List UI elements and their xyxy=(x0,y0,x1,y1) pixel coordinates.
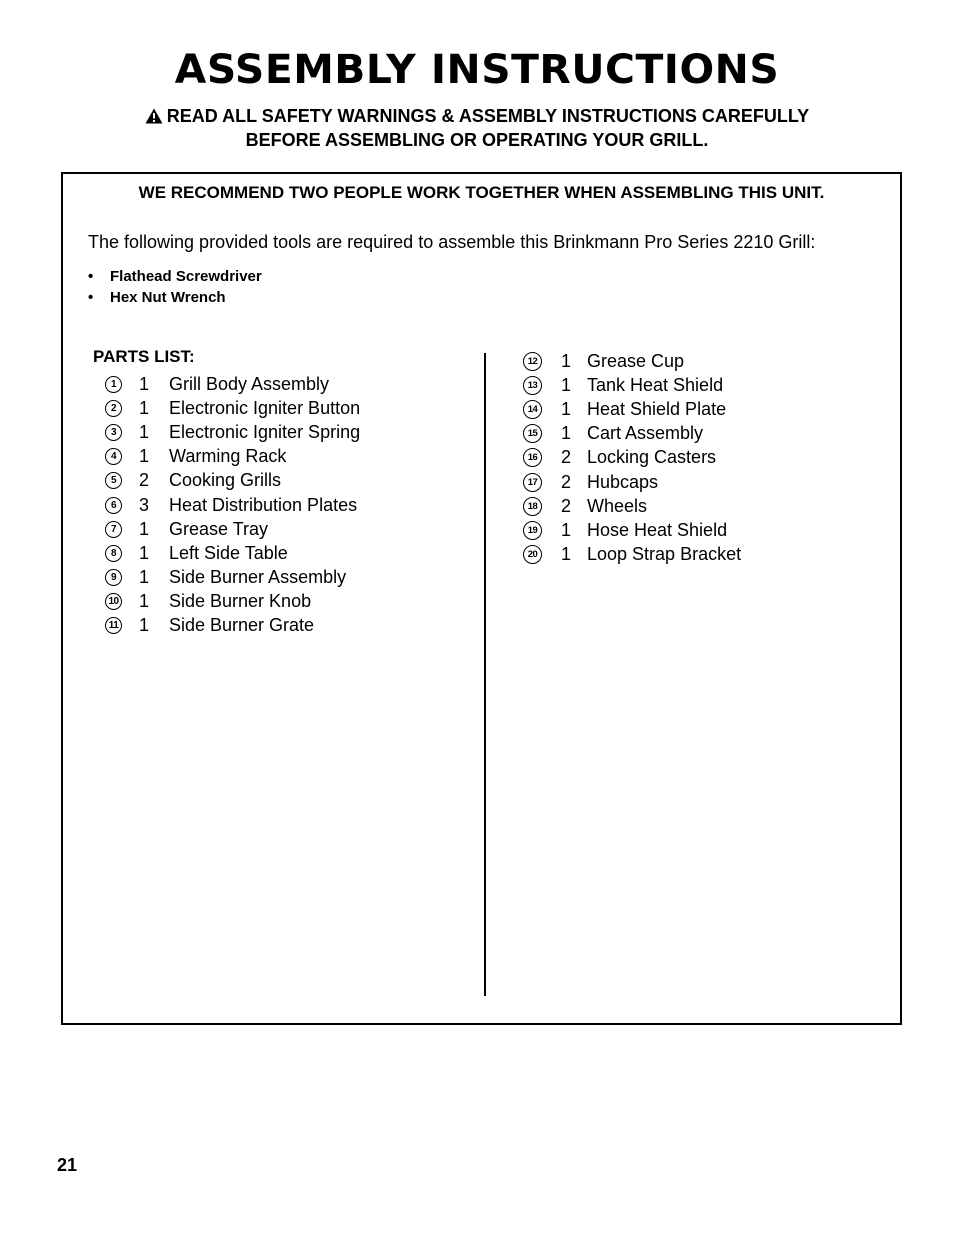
recommendation-text: WE RECOMMEND TWO PEOPLE WORK TOGETHER WHEN ASSEMBLING THIS UNIT. xyxy=(138,183,825,202)
part-name: Electronic Igniter Spring xyxy=(169,421,361,442)
part-quantity: 1 xyxy=(561,519,572,540)
part-row xyxy=(105,517,360,541)
part-number-badge: 15 xyxy=(523,424,542,443)
part-number-badge: 20 xyxy=(523,545,542,564)
part-row xyxy=(523,349,741,373)
page-title: ASSEMBLY INSTRUCTIONS xyxy=(174,47,780,93)
warning-line-1: READ ALL SAFETY WARNINGS & ASSEMBLY INSTRUCTIONS CAREFULLY xyxy=(166,106,810,126)
part-name: Heat Shield Plate xyxy=(587,398,727,419)
part-name: Tank Heat Shield xyxy=(587,374,724,395)
part-row xyxy=(105,420,360,444)
part-row xyxy=(105,372,360,396)
part-name: Side Burner Grate xyxy=(169,615,315,636)
part-row xyxy=(523,373,741,397)
safety-warning xyxy=(0,105,954,151)
tool-item: • Flathead Screwdriver xyxy=(88,266,262,287)
part-row xyxy=(523,422,741,446)
part-name: Hose Heat Shield xyxy=(587,519,728,540)
part-quantity: 1 xyxy=(139,373,150,394)
part-number-badge: 14 xyxy=(523,400,542,419)
part-number-badge: 5 xyxy=(105,472,122,489)
part-quantity: 1 xyxy=(561,544,572,565)
part-quantity: 2 xyxy=(561,471,572,492)
part-quantity: 1 xyxy=(561,350,572,371)
part-quantity: 1 xyxy=(561,398,572,419)
part-number-badge: 13 xyxy=(523,376,542,395)
part-quantity: 1 xyxy=(139,518,150,539)
part-quantity: 1 xyxy=(139,446,150,467)
part-row xyxy=(105,493,360,517)
part-name: Grease Tray xyxy=(169,518,269,539)
part-quantity: 1 xyxy=(139,615,150,636)
part-quantity: 1 xyxy=(561,423,572,444)
part-number-badge: 1 xyxy=(105,376,122,393)
warning-line-2: BEFORE ASSEMBLING OR OPERATING YOUR GRILL. xyxy=(245,130,709,150)
part-name: Left Side Table xyxy=(169,542,288,563)
part-name: Electronic Igniter Button xyxy=(169,397,361,418)
tools-list xyxy=(88,266,262,308)
parts-list-heading: PARTS LIST: xyxy=(93,347,195,366)
part-name: Cooking Grills xyxy=(169,470,282,491)
part-row xyxy=(105,590,360,614)
part-row xyxy=(105,614,360,638)
part-row xyxy=(105,566,360,590)
part-name: Hubcaps xyxy=(587,471,659,492)
part-number-badge: 9 xyxy=(105,569,122,586)
part-name: Warming Rack xyxy=(169,446,287,467)
part-row xyxy=(523,543,741,567)
column-divider xyxy=(484,353,486,996)
part-number-badge: 12 xyxy=(523,352,542,371)
part-quantity: 1 xyxy=(139,567,150,588)
part-number-badge: 16 xyxy=(523,448,542,467)
part-quantity: 2 xyxy=(139,470,150,491)
part-name: Grease Cup xyxy=(587,350,685,371)
part-number-badge: 2 xyxy=(105,400,122,417)
part-name: Cart Assembly xyxy=(587,423,704,444)
part-row xyxy=(105,541,360,565)
part-number-badge: 11 xyxy=(105,617,122,634)
part-number-badge: 8 xyxy=(105,545,122,562)
warning-triangle-icon xyxy=(145,107,163,129)
part-quantity: 1 xyxy=(139,591,150,612)
parts-list-right xyxy=(523,349,741,567)
part-number-badge: 6 xyxy=(105,497,122,514)
part-row xyxy=(523,470,741,494)
part-number-badge: 10 xyxy=(105,593,122,610)
page-number: 21 xyxy=(57,1155,78,1175)
part-quantity: 1 xyxy=(139,542,150,563)
part-name: Grill Body Assembly xyxy=(169,373,330,394)
part-quantity: 1 xyxy=(139,397,150,418)
part-quantity: 2 xyxy=(561,447,572,468)
part-row xyxy=(105,396,360,420)
part-row xyxy=(523,518,741,542)
part-name: Side Burner Assembly xyxy=(169,567,347,588)
part-number-badge: 4 xyxy=(105,448,122,465)
instructions-box xyxy=(61,172,902,1025)
part-row xyxy=(105,469,360,493)
part-row xyxy=(523,397,741,421)
part-name: Locking Casters xyxy=(587,447,717,468)
part-number-badge: 19 xyxy=(523,521,542,540)
part-number-badge: 18 xyxy=(523,497,542,516)
part-number-badge: 17 xyxy=(523,473,542,492)
part-name: Side Burner Knob xyxy=(169,591,312,612)
part-row xyxy=(523,446,741,470)
part-number-badge: 3 xyxy=(105,424,122,441)
parts-list-left xyxy=(105,372,360,638)
part-quantity: 2 xyxy=(561,495,572,516)
part-row xyxy=(523,494,741,518)
tool-item: • Hex Nut Wrench xyxy=(88,287,262,308)
part-row xyxy=(105,445,360,469)
part-name: Loop Strap Bracket xyxy=(587,544,742,565)
part-quantity: 1 xyxy=(561,374,572,395)
part-name: Wheels xyxy=(587,495,648,516)
part-quantity: 1 xyxy=(139,421,150,442)
part-name: Heat Distribution Plates xyxy=(169,494,358,515)
part-quantity: 3 xyxy=(139,494,150,515)
tools-intro: The following provided tools are required to assemble this Brinkmann Pro Series 2210 Grill: xyxy=(88,232,816,252)
part-number-badge: 7 xyxy=(105,521,122,538)
